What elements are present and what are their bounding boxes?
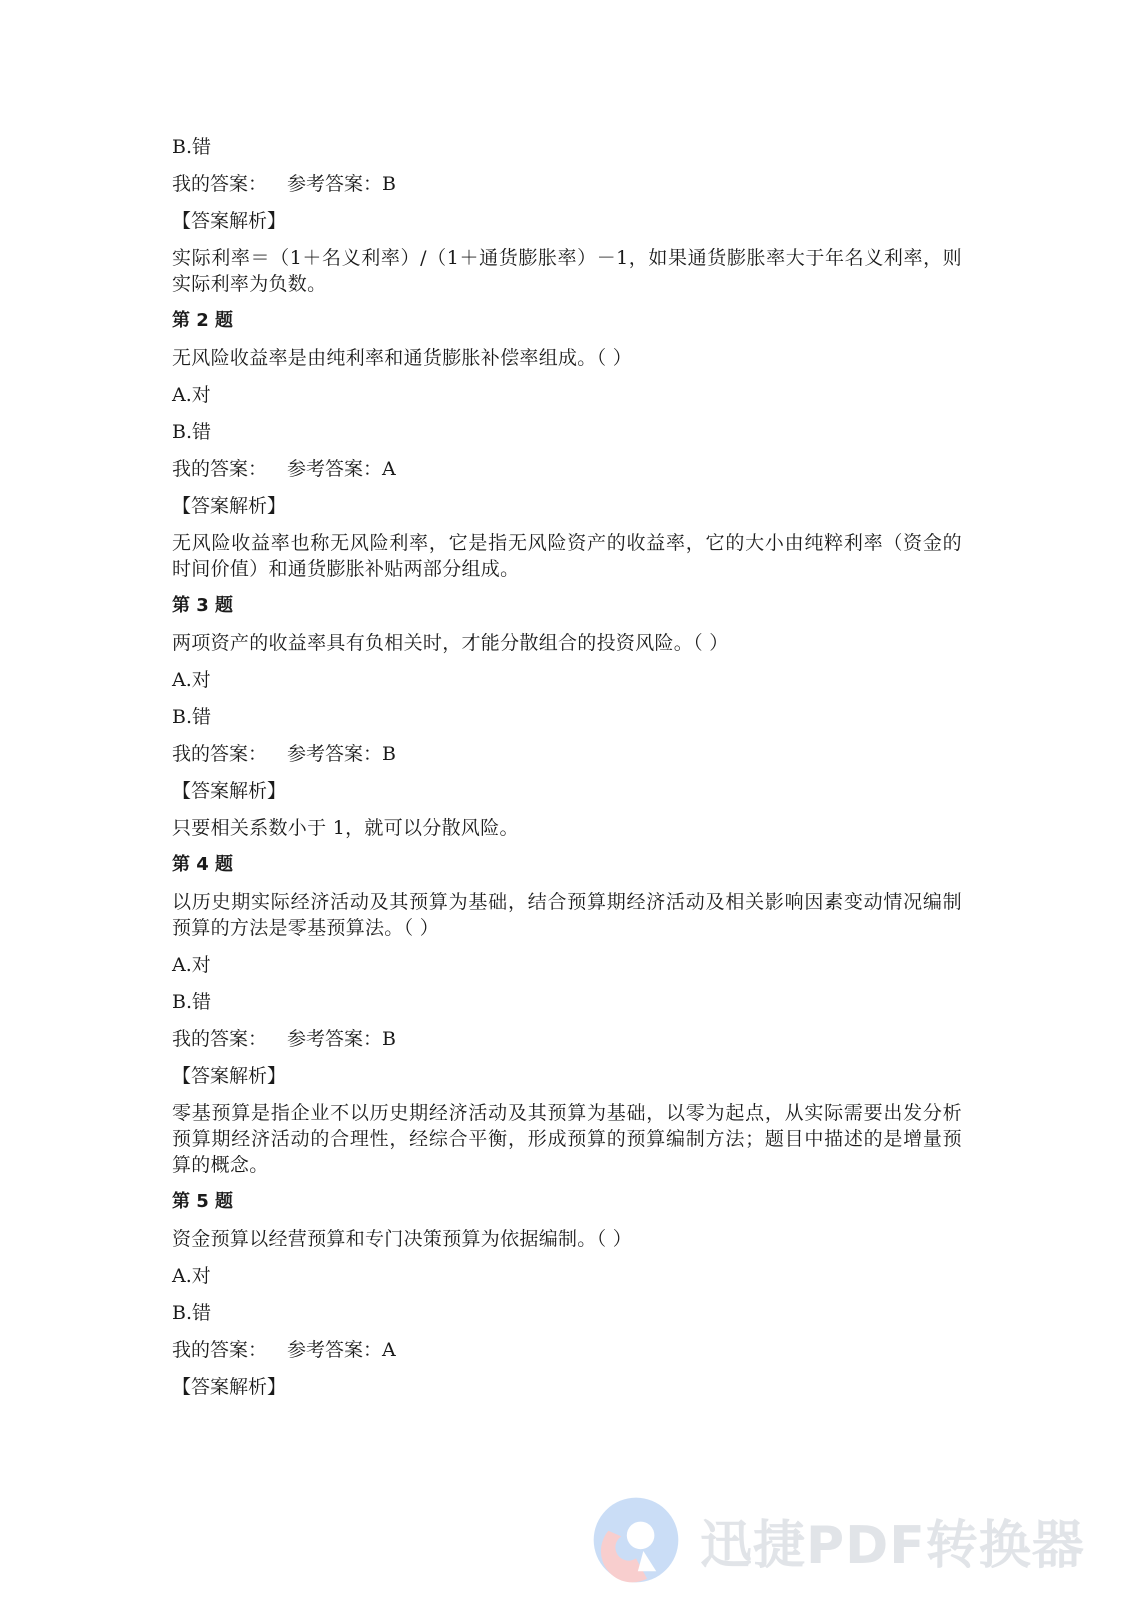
analysis-text: 无风险收益率也称无风险利率，它是指无风险资产的收益率，它的大小由纯粹利率（资金的时间价值）和通货膨胀补贴两部分组成。	[172, 532, 962, 580]
question-1-tail	[172, 134, 962, 297]
analysis-heading: 【答案解析】	[172, 780, 287, 802]
option-a: A.对	[172, 1265, 211, 1287]
document-page	[172, 134, 962, 1411]
question-title: 第 3 题	[172, 595, 234, 616]
analysis-heading: 【答案解析】	[172, 495, 287, 517]
question-4	[172, 852, 962, 1178]
answer-row	[172, 1026, 962, 1052]
answer-row	[172, 741, 962, 767]
question-2	[172, 308, 962, 582]
reference-answer: 参考答案：B	[287, 1028, 396, 1050]
question-title: 第 4 题	[172, 854, 234, 875]
analysis-text: 只要相关系数小于 1，就可以分散风险。	[172, 817, 519, 839]
option-a: A.对	[172, 669, 211, 691]
my-answer-label: 我的答案：	[172, 743, 268, 765]
option-b: B.错	[172, 421, 212, 443]
my-answer-label: 我的答案：	[172, 458, 268, 480]
answer-row	[172, 456, 962, 482]
question-3	[172, 593, 962, 841]
question-title: 第 2 题	[172, 310, 234, 331]
option-b: B.错	[172, 1302, 212, 1324]
my-answer-label: 我的答案：	[172, 1339, 268, 1361]
reference-answer: 参考答案：A	[287, 458, 396, 480]
reference-answer: 参考答案：B	[287, 173, 396, 195]
analysis-text: 零基预算是指企业不以历史期经济活动及其预算为基础，以零为起点，从实际需要出发分析预算期经济活动的合理性，经综合平衡，形成预算的预算编制方法；题目中描述的是增量预算的概念。	[172, 1102, 962, 1176]
question-stem: 无风险收益率是由纯利率和通货膨胀补偿率组成。（ ）	[172, 347, 633, 369]
watermark	[590, 1490, 1110, 1590]
xunjie-logo-icon	[590, 1494, 682, 1586]
question-5	[172, 1189, 962, 1400]
option-b: B.错	[172, 706, 212, 728]
option-a: A.对	[172, 384, 211, 406]
analysis-heading: 【答案解析】	[172, 1376, 287, 1398]
reference-answer: 参考答案：A	[287, 1339, 396, 1361]
analysis-heading: 【答案解析】	[172, 210, 287, 232]
question-title: 第 5 题	[172, 1191, 234, 1212]
question-stem: 两项资产的收益率具有负相关时，才能分散组合的投资风险。（ ）	[172, 632, 729, 654]
analysis-text: 实际利率＝（1＋名义利率）/（1＋通货膨胀率）－1，如果通货膨胀率大于年名义利率，则实际利率为负数。	[172, 247, 962, 295]
option-b: B.错	[172, 136, 212, 158]
my-answer-label: 我的答案：	[172, 1028, 268, 1050]
option-b: B.错	[172, 991, 212, 1013]
reference-answer: 参考答案：B	[287, 743, 396, 765]
my-answer-label: 我的答案：	[172, 173, 268, 195]
option-a: A.对	[172, 954, 211, 976]
question-stem: 以历史期实际经济活动及其预算为基础，结合预算期经济活动及相关影响因素变动情况编制预算的方法是零基预算法。（ ）	[172, 891, 962, 939]
analysis-heading: 【答案解析】	[172, 1065, 287, 1087]
answer-row	[172, 171, 962, 197]
answer-row	[172, 1337, 962, 1363]
watermark-text: 迅捷PDF转换器	[700, 1515, 1085, 1576]
question-stem: 资金预算以经营预算和专门决策预算为依据编制。（ ）	[172, 1228, 633, 1250]
